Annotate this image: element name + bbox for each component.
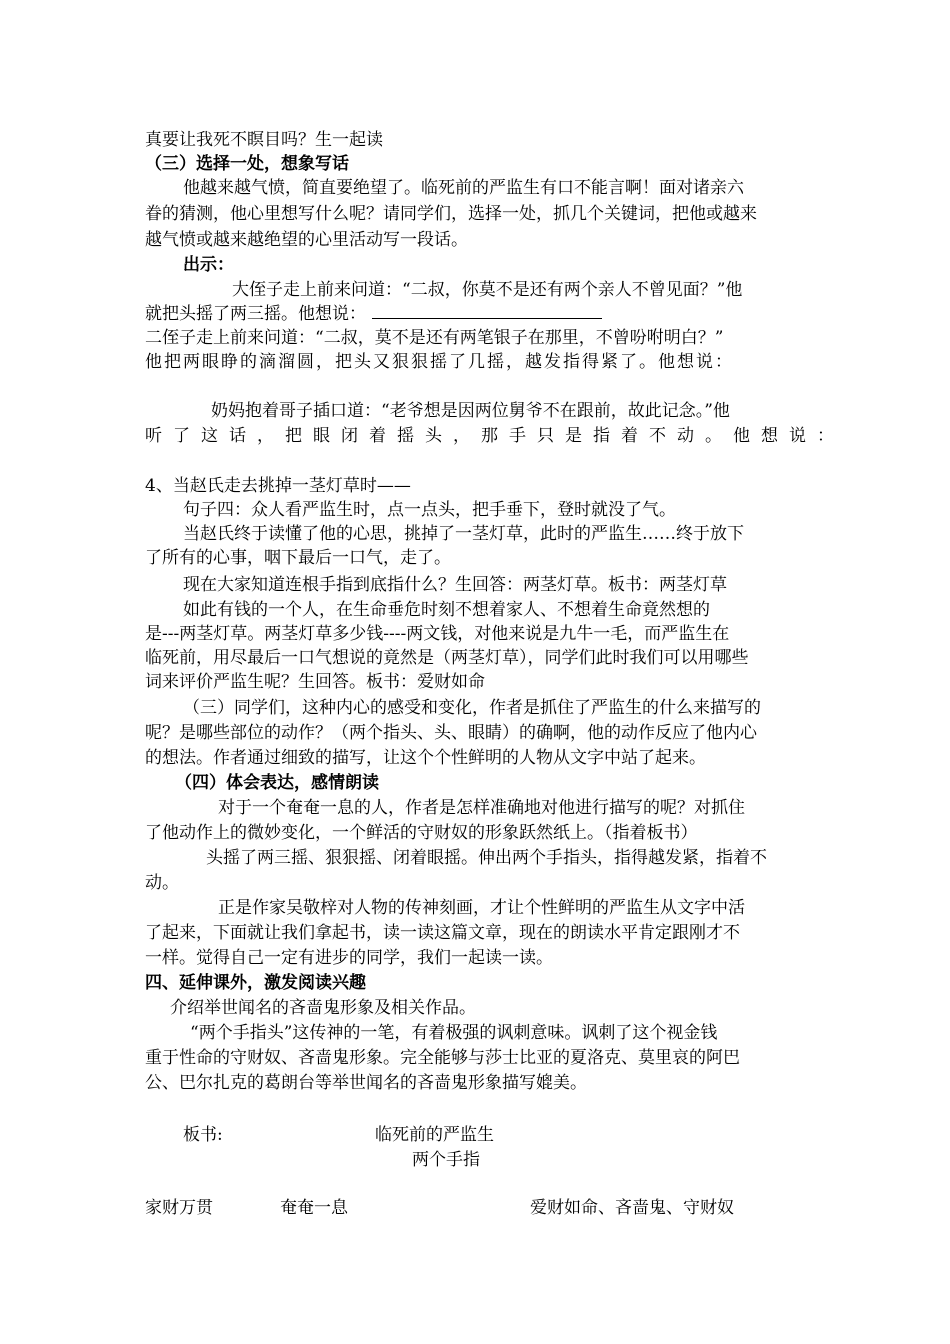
paragraph: 听了这话，把眼闭着摇头，那手只是指着不动。他想说： bbox=[145, 426, 845, 446]
paragraph: 如此有钱的一个人，在生命垂危时刻不想着家人、不想着生命竟然想的 bbox=[183, 600, 710, 620]
paragraph: （三）同学们，这种内心的感受和变化，作者是抓住了严监生的什么来描写的 bbox=[183, 698, 761, 718]
paragraph: 二侄子走上前来问道：“二叔，莫不是还有两笔银子在那里，不曾吩咐明白？” bbox=[145, 328, 724, 348]
board-title: 临死前的严监生 bbox=[375, 1125, 494, 1145]
paragraph: 了起来，下面就让我们拿起书，读一读这篇文章，现在的朗读水平肯定跟刚才不 bbox=[145, 923, 740, 943]
paragraph: 的想法。作者通过细致的描写，让这个个性鲜明的人物从文字中站了起来。 bbox=[145, 748, 706, 768]
paragraph: “两个手指头”这传神的一笔，有着极强的讽刺意味。讽刺了这个视金钱 bbox=[190, 1023, 718, 1043]
paragraph bbox=[145, 302, 602, 326]
paragraph: 正是作家吴敬梓对人物的传神刻画，才让个性鲜明的严监生从文字中活 bbox=[218, 898, 745, 918]
paragraph: 临死前，用尽最后一口气想说的竟然是（两茎灯草），同学们此时我们可以用哪些 bbox=[145, 648, 749, 668]
paragraph: 越气愤或越来越绝望的心里活动写一段话。 bbox=[145, 230, 468, 250]
paragraph: 了他动作上的微妙变化，一个鲜活的守财奴的形象跃然纸上。（指着板书） bbox=[145, 823, 698, 843]
paragraph-text: 就把头摇了两三摇。他想说： bbox=[145, 304, 366, 324]
paragraph: 现在大家知道连根手指到底指什么？生回答：两茎灯草。板书：两茎灯草 bbox=[183, 575, 727, 595]
section-heading: 四、延伸课外，激发阅读兴趣 bbox=[145, 973, 366, 993]
paragraph: 眷的猜测，他心里想写什么呢？请同学们，选择一处，抓几个关键词，把他或越来 bbox=[145, 204, 757, 224]
paragraph: 当赵氏终于读懂了他的心思，挑掉了一茎灯草，此时的严监生……终于放下 bbox=[183, 524, 744, 544]
board-item-middle: 奄奄一息 bbox=[280, 1198, 348, 1218]
paragraph: 对于一个奄奄一息的人，作者是怎样准确地对他进行描写的呢？对抓住 bbox=[218, 798, 745, 818]
paragraph: 真要让我死不瞑目吗？生一起读 bbox=[145, 130, 383, 150]
paragraph: 重于性命的守财奴、吝啬鬼形象。完全能够与莎士比亚的夏洛克、莫里哀的阿巴 bbox=[145, 1048, 740, 1068]
paragraph: 头摇了两三摇、狠狠摇、闭着眼摇。伸出两个手指头，指得越发紧，指着不 bbox=[206, 848, 767, 868]
paragraph: 句子四：众人看严监生时，点一点头，把手垂下，登时就没了气。 bbox=[183, 500, 676, 520]
fill-in-blank bbox=[372, 303, 602, 319]
paragraph: 词来评价严监生呢？生回答。板书：爱财如命 bbox=[145, 672, 485, 692]
label: 出示： bbox=[183, 255, 234, 275]
board-subtitle: 两个手指 bbox=[412, 1150, 480, 1170]
section-heading: （三）选择一处，想象写话 bbox=[145, 154, 349, 174]
paragraph: 是---两茎灯草。两茎灯草多少钱----两文钱，对他来说是九牛一毛，而严监生在 bbox=[145, 624, 730, 644]
paragraph: 介绍举世闻名的吝啬鬼形象及相关作品。 bbox=[170, 998, 476, 1018]
paragraph: 公、巴尔扎克的葛朗台等举世闻名的吝啬鬼形象描写媲美。 bbox=[145, 1073, 587, 1093]
paragraph: 呢？是哪些部位的动作？（两个指头、头、眼睛）的确啊，他的动作反应了他内心 bbox=[145, 723, 757, 743]
board-item-right: 爱财如命、吝啬鬼、守财奴 bbox=[530, 1198, 734, 1218]
section-heading: 4、当赵氏走去挑掉一茎灯草时—— bbox=[145, 476, 411, 496]
paragraph: 了所有的心事，咽下最后一口气，走了。 bbox=[145, 548, 451, 568]
paragraph: 动。 bbox=[145, 873, 179, 893]
paragraph: 大侄子走上前来问道：“二叔，你莫不是还有两个亲人不曾见面？”他 bbox=[232, 280, 743, 300]
paragraph: 他越来越气愤，简直要绝望了。临死前的严监生有口不能言啊！面对诸亲六 bbox=[183, 178, 744, 198]
paragraph: 他把两眼睁的滴溜圆，把头又狠狠摇了几摇，越发指得紧了。他想说： bbox=[145, 352, 734, 372]
board-label: 板书: bbox=[183, 1125, 223, 1145]
paragraph: 奶妈抱着哥子插口道：“老爷想是因两位舅爷不在跟前，故此记念。”他 bbox=[211, 401, 730, 421]
paragraph: 一样。觉得自己一定有进步的同学，我们一起读一读。 bbox=[145, 948, 553, 968]
board-item-left: 家财万贯 bbox=[145, 1198, 213, 1218]
section-heading: （四）体会表达，感情朗读 bbox=[175, 773, 379, 793]
